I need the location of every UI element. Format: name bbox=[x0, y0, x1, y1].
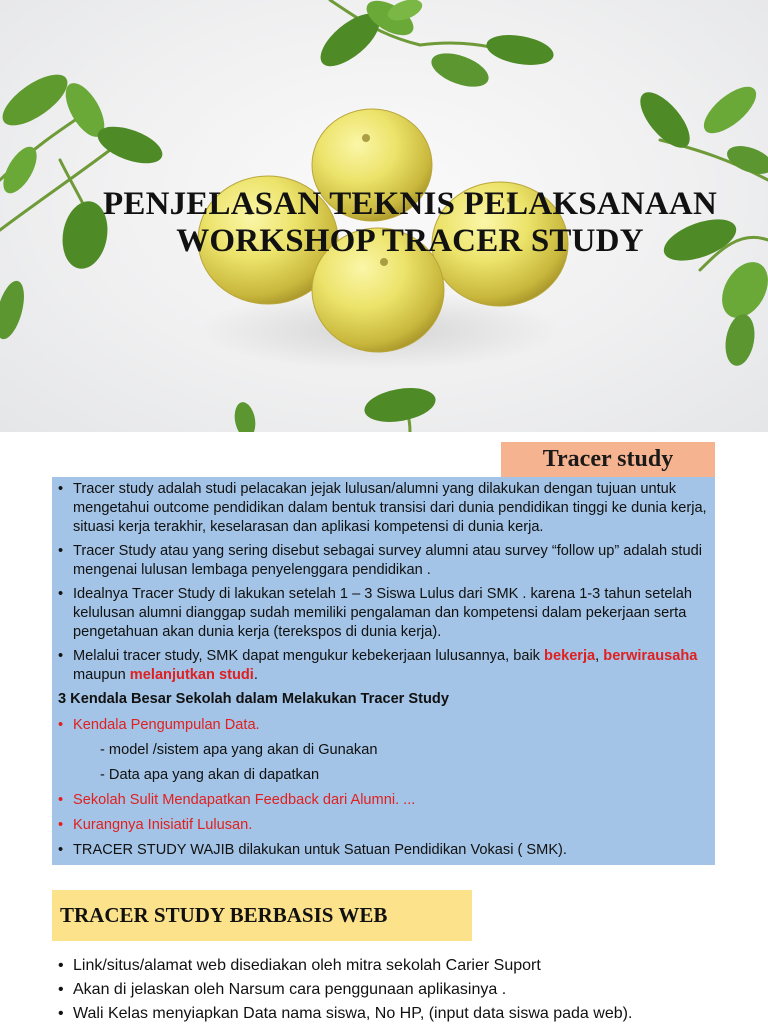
kendala-heading: 3 Kendala Besar Sekolah dalam Melakukan Tracer Study bbox=[58, 691, 449, 707]
kendala-sub-1: - model /sistem apa yang akan di Gunakan bbox=[100, 742, 378, 758]
highlight-berwirausaha: berwirausaha bbox=[603, 648, 698, 664]
kendala-sub-2: - Data apa yang akan di dapatkan bbox=[100, 767, 320, 783]
tracer-bullet-1: • Tracer study adalah studi pelacakan jejak lulusan/alumni yang dilakukan dengan tujuan untuk mengetahui outcome pendidikan dalam bentuk transisi dari dunia pendidikan tinggi ke dunia kerja, situasi kerja terakhir, keselarasan dan aplikasi kompetensi di dunia kerja. bbox=[58, 480, 709, 537]
web-item-3: • Wali Kelas menyiapkan Data nama siswa, No HP, (input data siswa pada web). bbox=[58, 1003, 758, 1025]
tracer-bullet-2: • Tracer Study atau yang sering disebut sebagai survey alumni atau survey “follow up” adalah studi mengenai lulusan lembaga penyelenggara pendidikan . bbox=[58, 542, 709, 580]
title-line-1: PENJELASAN TEKNIS PELAKSANAAN bbox=[103, 186, 717, 222]
web-section-label: TRACER STUDY BERBASIS WEB bbox=[52, 890, 472, 941]
tracer-study-box bbox=[52, 477, 715, 865]
web-item-2: • Akan di jelaskan oleh Narsum cara penggunaan aplikasinya . bbox=[58, 979, 758, 1001]
highlight-melanjutkan-studi: melanjutkan studi bbox=[129, 667, 254, 683]
tracer-bullet-3: • Idealnya Tracer Study di lakukan setelah 1 – 3 Siswa Lulus dari SMK . karena 1-3 tahun setelah kelulusan alumni dianggap sudah memiliki pengalaman dan kompetensi dalam pekerjaan serta pengetahuan akan dunia kerja (terekspos di dunia kerja). bbox=[58, 585, 709, 642]
bullet4-end: . bbox=[253, 667, 258, 683]
web-list bbox=[58, 955, 758, 1027]
tracer-wajib-note: • TRACER STUDY WAJIB dilakukan untuk Satuan Pendidikan Vokasi ( SMK). bbox=[58, 841, 709, 860]
kendala-item-1: • Kendala Pengumpulan Data. bbox=[58, 716, 709, 735]
kendala-list bbox=[58, 716, 709, 735]
web-item-1: • Link/situs/alamat web disediakan oleh mitra sekolah Carier Suport bbox=[58, 955, 758, 977]
highlight-bekerja: bekerja bbox=[544, 648, 596, 664]
bullet4-mid: maupun bbox=[73, 667, 130, 683]
kendala-list-2 bbox=[58, 791, 709, 860]
kendala-item-2: • Sekolah Sulit Mendapatkan Feedback dari Alumni. ... bbox=[58, 791, 709, 810]
page-title bbox=[40, 186, 768, 260]
title-line-2: WORKSHOP TRACER STUDY bbox=[176, 223, 644, 259]
bullet4-sep: , bbox=[595, 648, 604, 664]
kendala-item-3: • Kurangnya Inisiatif Lulusan. bbox=[58, 816, 709, 835]
tracer-study-label: Tracer study bbox=[501, 442, 715, 477]
tracer-bullet-4 bbox=[58, 647, 709, 685]
tracer-bullet-list bbox=[58, 480, 709, 685]
hero-image bbox=[0, 0, 768, 432]
bullet4-pre: Melalui tracer study, SMK dapat mengukur kebekerjaan lulusannya, baik bbox=[73, 648, 545, 664]
